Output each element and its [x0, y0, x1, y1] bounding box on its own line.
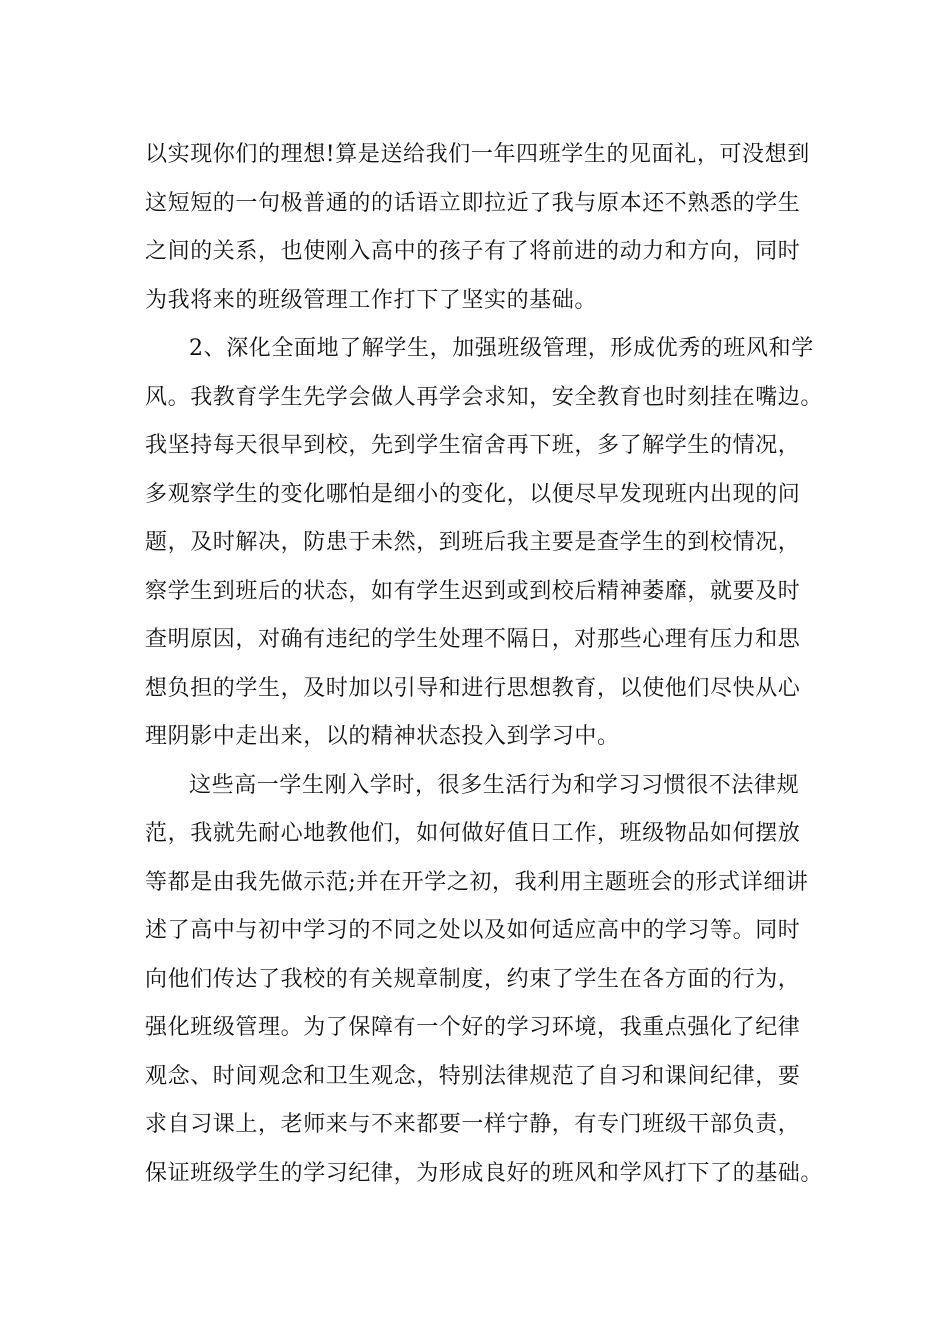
text-line: 述了高中与初中学习的不同之处以及如何适应高中的学习等。同时 — [145, 918, 801, 943]
text-line: 理阴影中走出来，以的精神状态投入到学习中。 — [145, 724, 620, 749]
text-line: 题，及时解决，防患于未然，到班后我主要是查学生的到校情况， — [145, 530, 801, 555]
text-line: 观念、时间观念和卫生观念，特别法律规范了自习和课间纪律，要 — [145, 1063, 801, 1089]
text-line: 风。我教育学生先学会做人再学会求知，安全教育也时刻挂在嘴边。 — [145, 384, 824, 410]
body-text — [145, 131, 845, 1198]
text-line: 等都是由我先做示范;并在开学之初，我利用主题班会的形式详细讲 — [145, 869, 809, 895]
paragraph-start-line: 2、深化全面地了解学生，加强班级管理，形成优秀的班风和学 — [189, 336, 814, 361]
text-line: 这短短的一句极普通的的话语立即拉近了我与原本还不熟悉的学生 — [145, 190, 801, 216]
text-line: 之间的关系，也使刚入高中的孩子有了将前进的动力和方向，同时 — [145, 239, 801, 264]
text-line: 保证班级学生的学习纪律，为形成良好的班风和学风打下了的基础。 — [145, 1160, 824, 1186]
text-line: 以实现你们的理想!算是送给我们一年四班学生的见面礼，可没想到 — [145, 142, 810, 167]
text-line: 查明原因，对确有违纪的学生处理不隔日，对那些心理有压力和思 — [145, 627, 801, 652]
text-line: 我坚持每天很早到校，先到学生宿舍再下班，多了解学生的情况， — [145, 433, 801, 458]
text-line: 察学生到班后的状态，如有学生迟到或到校后精神萎靡，就要及时 — [145, 578, 801, 604]
text-line: 为我将来的班级管理工作打下了坚实的基础。 — [145, 287, 598, 313]
text-line: 想负担的学生，及时加以引导和进行思想教育，以使他们尽快从心 — [145, 675, 801, 701]
text-line: 强化班级管理。为了保障有一个好的学习环境，我重点强化了纪律 — [145, 1015, 801, 1040]
text-line: 多观察学生的变化哪怕是细小的变化，以便尽早发现班内出现的问 — [145, 481, 801, 507]
paragraph-start-line: 这些高一学生刚入学时，很多生活行为和学习习惯很不法律规 — [189, 772, 800, 798]
text-line: 范，我就先耐心地教他们，如何做好值日工作，班级物品如何摆放 — [145, 821, 801, 846]
text-line: 向他们传达了我校的有关规章制度，约束了学生在各方面的行为， — [145, 966, 801, 992]
text-line: 求自习课上，老师来与不来都要一样宁静，有专门班级干部负责， — [145, 1112, 801, 1137]
